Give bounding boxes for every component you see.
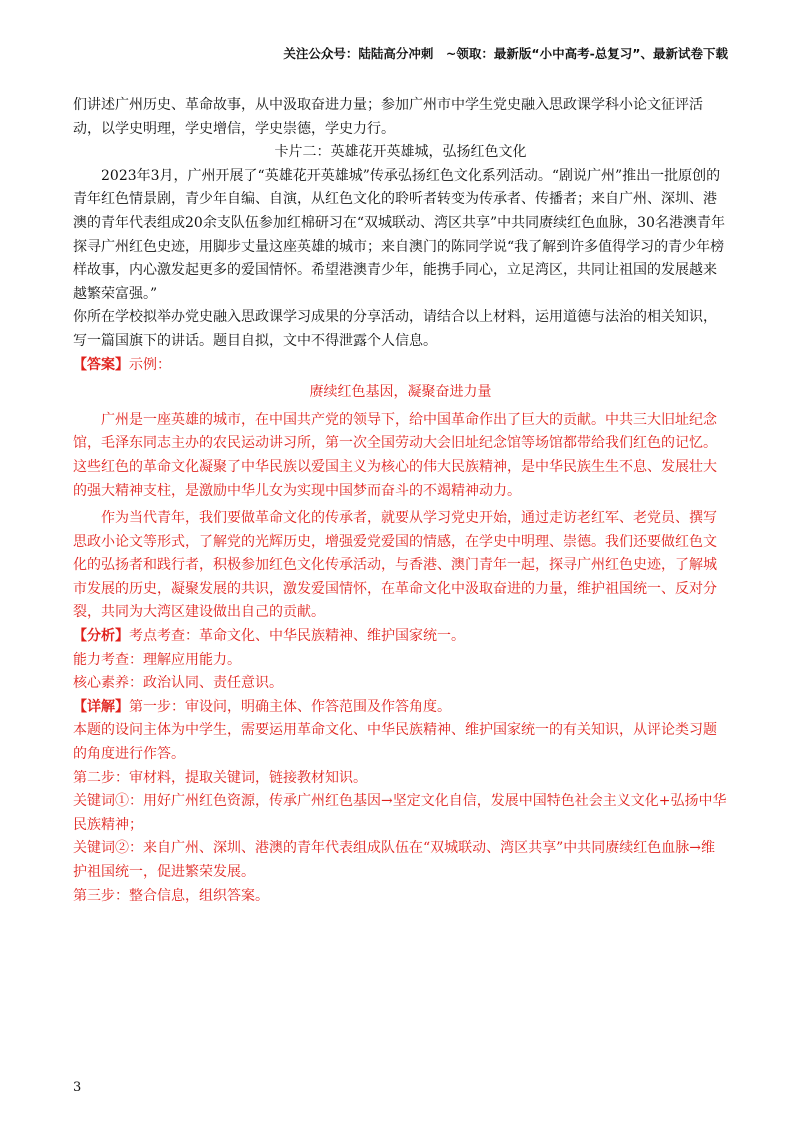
detail-line xyxy=(73,696,728,720)
card2-body: 2023年3月，广州开展了“英雄花开英雄城”传承弘扬红色文化系列活动。“剧说广州”推出一批原创的青年红色情景剧，青少年自编、自演，从红色文化的聆听者转变为传承者、传播者；来自广州、深圳、港澳的青年代表组成20余支队伍参加红棉研习在“双城联动、湾区共享”中共同赓续红色血脉，30名港澳青年探寻广州红色史迹，用脚步丈量这座英雄的城市；来自澳门的陈同学说“我了解到许多值得学习的青少年榜样故事，内心激发起更多的爱国情怀。希望港澳青少年，能携手同心，立足湾区，共同让祖国的发展越来越繁荣富强。” xyxy=(73,167,725,302)
card2-title: 卡片二：英雄花开英雄城，弘扬红色文化 xyxy=(274,144,527,161)
analysis-text: 考点考查：革命文化、中华民族精神、维护国家统一。 xyxy=(129,628,465,645)
ability-line: 能力考查：理解应用能力。 xyxy=(73,651,241,668)
detail-step1: 第一步：审设问，明确主体、作答范围及作答角度。 xyxy=(129,698,451,715)
essay-paragraph-1: 广州是一座英雄的城市，在中国共产党的领导下，给中国革命作出了巨大的贡献。中共三大旧址纪念馆，毛泽东同志主办的农民运动讲习所，第一次全国劳动大会旧址纪念馆等场馆都带给我们红色的记忆。这些红色的革命文化凝聚了中华民族以爱国主义为核心的伟大民族精神，是中华民族生生不息、发展壮大的强大精神支柱，是激励中华儿女为实现中国梦而奋斗的不竭精神动力。 xyxy=(73,411,717,499)
analysis-label: 【分析】 xyxy=(73,628,129,645)
detail-step1-text: 本题的设问主体为中学生，需要运用革命文化、中华民族精神、维护国家统一的有关知识，从评论类习题的角度进行作答。 xyxy=(73,722,717,763)
literacy-line: 核心素养：政治认同、责任意识。 xyxy=(73,675,283,692)
detail-step3: 第三步：整合信息，组织答案。 xyxy=(73,887,269,904)
answer-label: 【答案】 xyxy=(73,356,129,373)
essay-title: 赓续红色基因，凝聚奋进力量 xyxy=(309,384,492,401)
keyword-1: 关键词①：用好广州红色资源，传承广州红色基因→坚定文化自信，发展中国特色社会主义文化+弘扬中华民族精神； xyxy=(73,793,727,833)
material-paragraph-continued: 们讲述广州历史、革命故事，从中汲取奋进力量；参加广州市中学生党史融入思政课学科小论文征评活动，以学史明理，学史增信，学史崇德，学史力行。 xyxy=(73,97,703,137)
answer-intro: 示例： xyxy=(129,356,171,373)
page-header: 关注公众号：陆陆高分冲刺 ~领取：最新版“小中高考-总复习”、最新试卷下载 xyxy=(283,46,728,61)
page-number: 3 xyxy=(73,1080,82,1095)
question-text: 你所在学校拟举办党史融入思政课学习成果的分享活动，请结合以上材料，运用道德与法治的相关知识，写一篇国旗下的讲话。题目自拟，文中不得泄露个人信息。 xyxy=(73,309,717,349)
detail-step2: 第二步：审材料，提取关键词，链接教材知识。 xyxy=(73,769,367,786)
analysis-line xyxy=(73,625,728,649)
essay-paragraph-2: 作为当代青年，我们要做革命文化的传承者，就要从学习党史开始，通过走访老红军、老党员、撰写思政小论文等形式，了解党的光辉历史，增强爱党爱国的情感，在学史中明理、崇德。我们还要做红色文化的弘扬者和践行者，积极参加红色文化传承活动，与香港、澳门青年一起，探寻广州红色史迹，了解城市发展的历史，凝聚发展的共识，激发爱国情怀，在革命文化中汲取奋进的力量，维护祖国统一、反对分裂，共同为大湾区建设做出自己的贡献。 xyxy=(73,510,717,621)
answer-header xyxy=(73,354,728,378)
detail-label: 【详解】 xyxy=(73,698,129,715)
document-body xyxy=(73,94,728,908)
keyword-2: 关键词②：来自广州、深圳、港澳的青年代表组成队伍在“双城联动、湾区共享”中共同赓续红色血脉→维护祖国统一，促进繁荣发展。 xyxy=(73,840,716,880)
